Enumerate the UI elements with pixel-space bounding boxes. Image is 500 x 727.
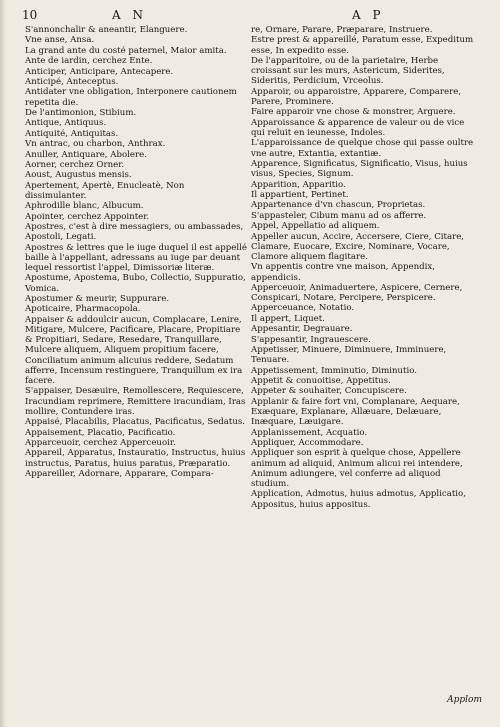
entry: S'appaiser, Desæuire, Remollescere, Requiescere, Iracundiam reprimere, Remittere iracundiam, Iras mollire, Contundere iras. — [25, 386, 246, 417]
entry: Apostume, Apostema, Bubo, Collectio, Suppuratio, Vomica. — [25, 273, 246, 294]
entry: De l'antimonion, Stibium. — [25, 107, 137, 118]
entry: Aoust, Augustus mensis. — [25, 170, 132, 181]
entry: Apparoissance & apparence de valeur ou de vice qui reluit en ieunesse, Indoles. — [251, 117, 465, 138]
entry: Vn antrac, ou charbon, Anthrax. — [25, 139, 166, 150]
entry: L'apparoissance de quelque chose qui passe oultre vne autre, Extantia, extantiæ. — [251, 138, 474, 159]
entry: S'appesantir, Ingrauescere. — [251, 334, 371, 345]
entry: Appaiser & addoulcir aucun, Complacare, Lenire, Mitigare, Mulcere, Pacificare, Placare, Propitiare & Propitiari, Sedare, Resedare, Tranquillare, Mulcere aliquem, Aliquem propitium facere, Conciliatum animum alicuius reddere, Sedatum afferre, Incensum restinguere, Tranquillum ex ira facere. — [25, 314, 243, 387]
running-head-right: A P — [352, 8, 385, 22]
entry: Appel, Appellatio ad aliquem. — [251, 221, 380, 232]
entry: Apointer, cerchez Appointer. — [25, 211, 150, 222]
right-column — [251, 25, 479, 510]
entry: Applanissement, Acquatio. — [251, 427, 368, 438]
entry: La grand ante du costé paternel, Maior amita. — [25, 45, 227, 56]
entry: Appareiller, Adornare, Apparare, Compara- — [25, 468, 214, 479]
entry: Anticipé, Anteceptus. — [25, 76, 119, 87]
page-gutter-shadow — [0, 0, 6, 727]
entry: Antidater vne obligation, Interponere cautionem repetita die. — [25, 87, 237, 108]
running-header — [22, 8, 478, 24]
entry: Appareil, Apparatus, Instauratio, Instructus, huius instructus, Paratus, huius paratus, Præparatio. — [25, 448, 246, 469]
entry: Apoticaire, Pharmacopola. — [25, 304, 141, 315]
left-column — [25, 25, 247, 479]
page-number: 10 — [22, 8, 38, 22]
entry: Appliquer son esprit à quelque chose, Appellere animum ad aliquid, Animum alicui rei intendere, Animum adiungere, vel conferre ad aliquod studium. — [251, 448, 463, 489]
entry: re, Ornare, Parare, Præparare, Instruere. — [251, 25, 433, 35]
entry: Il appartient, Pertinet. — [251, 189, 349, 200]
entry: Appliquer, Accommodare. — [251, 438, 364, 448]
entry: Faire apparoir vne chose & monstrer, Arguere. — [251, 107, 456, 118]
entry: Antique, Antiquus. — [25, 118, 107, 129]
entry: Appetissement, Imminutio, Diminutio. — [251, 365, 418, 376]
entry: Appartenance d'vn chascun, Proprietas. — [251, 200, 426, 211]
entry: Apparceuoir, cerchez Apperceuoir. — [25, 438, 176, 448]
entry: Appeter & souhaiter, Concupiscere. — [251, 386, 407, 397]
entry: Appesantir, Degrauare. — [251, 324, 353, 335]
entry: S'annonchalir & aneantir, Elanguere. — [25, 25, 188, 35]
entry: S'appasteler, Cibum manu ad os afferre. — [251, 210, 427, 221]
entry: Vn appentis contre vne maison, Appendix, appendicis. — [251, 262, 435, 283]
entry: Aphrodille blanc, Albucum. — [25, 201, 144, 212]
entry: Appeller aucun, Accire, Accersere, Ciere, Citare, Clamare, Euocare, Excire, Nominare, Vocare, Clamore aliquem flagitare. — [251, 231, 465, 262]
entry: Ante de iardin, cerchez Ente. — [25, 56, 153, 67]
entry: Aorner, cerchez Orner. — [25, 159, 125, 170]
entry: De l'apparitoire, ou de la parietaire, Herbe croissant sur les murs, Astericum, Siderites, Sideritis, Perdicium, Vrceolus. — [251, 55, 445, 87]
entry: Appaisé, Placabilis, Placatus, Pacificatus, Sedatus. — [25, 417, 246, 428]
entry: Estre prest & appareillé, Paratum esse, Expeditum esse, In expedito esse. — [251, 35, 474, 56]
catchword: Applom — [447, 695, 482, 705]
entry: Apparence, Significatus, Significatio, Visus, huius visus, Species, Signum. — [251, 158, 468, 180]
running-head-left: A N — [112, 8, 147, 22]
entry: Apparoir, ou apparoistre, Apparere, Comparere, Parere, Prominere. — [251, 86, 462, 107]
entry: Vne anse, Ansa. — [25, 35, 95, 46]
entry: Anuller, Antiquare, Abolere. — [25, 149, 147, 160]
entry: Antiquité, Antiquitas. — [25, 128, 119, 139]
entry: Apostumer & meurir, Suppurare. — [25, 294, 170, 305]
entry: Appaisement, Placatio, Pacificatio. — [25, 427, 176, 438]
entry: Apparition, Apparitio. — [251, 179, 346, 190]
entry: Apperceuoir, Animaduertere, Aspicere, Cernere, Conspicari, Notare, Percipere, Perspicere. — [251, 282, 463, 304]
entry: Anticiper, Anticipare, Antecapere. — [25, 66, 174, 77]
entry: Apostres, c'est à dire messagiers, ou ambassades, Apostoli, Legati. — [25, 222, 244, 243]
entry: Appetit & conuoitise, Appetitus. — [251, 376, 391, 387]
entry: Apertement, Apertè, Enucleatè, Non dissimulanter. — [25, 180, 185, 201]
entry: Applanir & faire fort vni, Complanare, Aequare, Exæquare, Explanare, Allæuare, Delæuare, Inæquare, Læuigare. — [251, 396, 460, 428]
entry: Apostres & lettres que le iuge duquel il est appellé baille à l'appellant, adressans au iuge par deuant lequel ressortist l'appel, Dimissoriæ literæ. — [25, 242, 247, 274]
entry: Il appert, Liquet. — [251, 313, 325, 324]
entry: Appetisser, Minuere, Diminuere, Imminuere, Tenuare. — [251, 345, 447, 366]
entry: Apperceuance, Notatio. — [251, 303, 355, 314]
entry: Application, Admotus, huius admotus, Applicatio, Appositus, huius appositus. — [251, 489, 466, 510]
